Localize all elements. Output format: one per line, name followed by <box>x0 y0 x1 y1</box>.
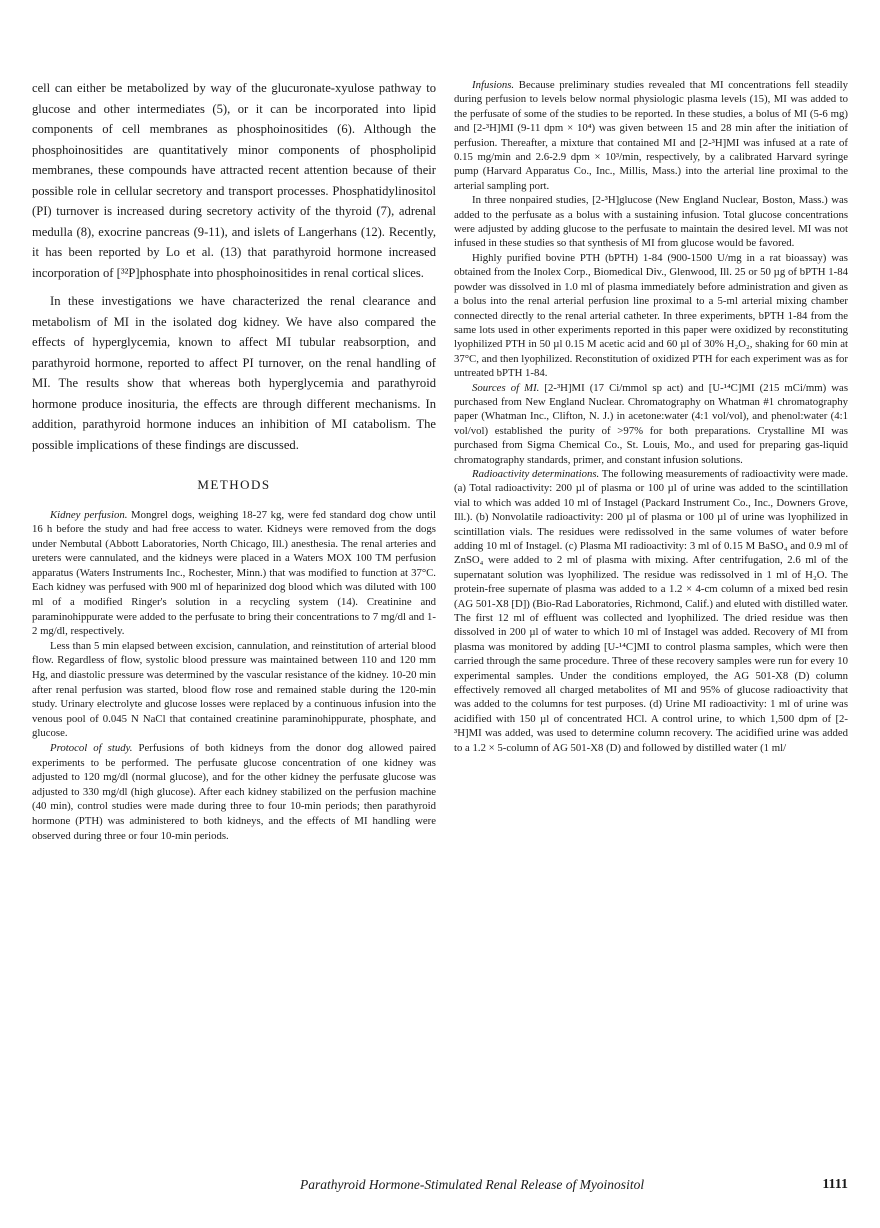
infusions-paragraph <box>454 78 848 193</box>
methods-heading: METHODS <box>197 477 271 492</box>
radioactivity-text: The following measurements of radioactivity were made. (a) Total radioactivity: 200 µl of plasma or 100 µl of urine was added to the scintillation vial to which was added 10 ml of Instagel (Packard Instrument Co., Inc., Downers Grove, Ill.). (b) Nonvolatile radioactivity: 200 µl of plasma or 100 µl of urine was lyophilized in scintillation vials. The residues were redissolved in the same volumes of water before adding 10 ml of Instagel. (c) Plasma MI radioactivity: 3 ml of 0.15 M BaSO₄ and 0.9 ml of ZnSO₄ were added to 2 ml of plasma with mixing. After centrifugation, 2.6 ml of the supernatant solution was lyophilized. The residue was redissolved in 1 ml of H₂O. The protein-free supernate of plasma was added to a 1.2 × 4-cm column of a mixed bed resin (AG 501-X8 [D]) (Bio-Rad Laboratories, Richmond, Calif.) and eluted with distilled water. The first 12 ml of effluent was collected and lyophilized. The dried residue was then dissolved in 200 µl of water to which 10 ml of Instagel was added. Recovery of MI from plasma was monitored by adding [U-¹⁴C]MI to control plasma samples, which were then carried through the same procedure. Three of these recovery samples were run for every 10 experimental samples. Under the conditions employed, the AG 501-X8 (D) column effectively removed all charged metabolites of MI and 95% of glucose radioactivity that was added to the columns for test purposes. (d) Urine MI radioactivity: 1 ml of urine was acidified with 150 µl of concentrated HCl. A control urine, to which 1,500 dpm of [2-³H]MI was added, was used to determine column recovery. The acidified urine was added to a 1.2 × 5-column of AG 501-X8 (D) and followed by distilled water (1 ml/ <box>454 467 849 754</box>
kidney-perfusion-text: Mongrel dogs, weighing 18-27 kg, were fed standard dog chow until 16 h before the study and had free access to water. Kidneys were removed from the dogs under Nembutal (Abbott Laboratories, North Chicago, Ill.) anesthesia. The renal arteries and ureters were cannulated, and the kidneys were placed in a Waters MOX 100 TM perfusion apparatus (Waters Instruments Inc., Rochester, Minn.) that was modified to function at 37°C. Each kidney was perfused with 900 ml of heparinized dog blood which was diluted with 100 ml of a modified Ringer's solution in a recycling system (14). Creatinine and paraminohippurate were added to the perfusate to bring their concentrations to 7 mg/dl and 1-2 mg/dl, respectively. <box>32 508 437 638</box>
sources-text: [2-³H]MI (17 Ci/mmol sp act) and [U-¹⁴C]MI (215 mCi/mm) was purchased from New England Nuclear. Chromatography on Whatman #1 chromatography paper (Whatman Inc., Clifton, N. J.) in acetone:water (4:1 vol/vol), and phenol:water (4:1 vol/vol) established the purity of >97% for both preparations. Crystalline MI was purchased from Sigma Chemical Co., St. Louis, Mo., and used for preparing gas-liquid chromatography standards, primer, and constant infusion solutions. <box>454 381 848 466</box>
sources-runin: Sources of MI. <box>472 381 540 394</box>
sources-paragraph <box>454 381 848 467</box>
right-column <box>454 78 848 755</box>
kidney-perfusion-runin: Kidney perfusion. <box>50 508 128 521</box>
bpth-paragraph: Highly purified bovine PTH (bPTH) 1-84 (900-1500 U/mg in a rat bioassay) was obtained from the Inolex Corp., Biomedical Div., Glenwood, Ill. 25 or 50 µg of bPTH 1-84 powder was dissolved in 1.0 ml of plasma immediately before administration and given as a bolus into the renal arterial perfusion line proximal to a 5-ml arterial mixing chamber connected directly to the renal arterial catheter. In three experiments, bPTH 1-84 from the same lots used in other experiments reported in this paper were oxidized by reconstituting lyophilized PTH in 50 µl 0.15 M acetic acid and 60 µl of 30% H₂O₂, shaking for 60 min at 37°C, and then lyophilized. Reconstitution of oxidized PTH for each experiment was as for untreated bPTH 1-84. <box>454 251 848 380</box>
running-title: Parathyroid Hormone-Stimulated Renal Release of Myoinositol <box>300 1177 645 1192</box>
nonpaired-paragraph: In three nonpaired studies, [2-³H]glucose (New England Nuclear, Boston, Mass.) was added to the perfusate as a bolus with a sustaining infusion. Total glucose concentrations were adjusted by adding glucose to the perfusate to maintain the desired level. MI was not infused in these studies so that synthesis of MI from glucose would be favored. <box>454 194 848 250</box>
radioactivity-paragraph <box>454 467 848 755</box>
protocol-text: Perfusions of both kidneys from the donor dog allowed paired experiments to be performed. The perfusate glucose concentration of one kidney was adjusted to 120 mg/dl (normal glucose), and for the other kidney the perfusate glucose was adjusted to 330 mg/dl (high glucose). After each kidney stabilized on the perfusion machine (40 min), control studies were made during three to four 10-min periods; then parathyroid hormone (PTH) was administered to both kidneys, and the effects of MI handling were observed during three or four 10-min periods. <box>32 742 436 842</box>
kidney-perfusion-paragraph <box>32 508 436 639</box>
protocol-runin: Protocol of study. <box>50 742 133 754</box>
protocol-paragraph <box>32 741 436 843</box>
excision-paragraph: Less than 5 min elapsed between excision, cannulation, and reinstitution of arterial blood flow. Regardless of flow, systolic blood pressure was maintained between 110 and 120 mm Hg, and diastolic pressure was determined by the vascular resistance of the kidney. 10-20 min after renal perfusion was started, blood flow rose and remained stable during the 120-min study. Urinary electrolyte and glucose losses were replaced by a continuous infusion into the venous pool of 0.045 N NaCl that contained creatinine paraminohippurate, phosphate, and glucose. <box>32 639 436 740</box>
intro-paragraph-continued: cell can either be metabolized by way of the glucuronate-xyulose pathway to glucose and other intermediates (5), or it can be incorporated into lipid components of cell membranes as phosphoinositides (6). Although the phosphoinositides are quantitatively minor components of phospholipid membranes, these compounds have attracted recent attention because of their possible role in cellular secretory and transport processes. Phosphatidylinositol (PI) turnover is increased during secretory activity of the thyroid (7), adrenal medulla (8), exocrine pancreas (9-11), and islets of Langerhans (12). Recently, it has been reported by Lo et al. (13) that parathyroid hormone increased incorporation of [³²P]phosphate into phosphoinositides in renal cortical slices. <box>32 81 436 280</box>
page-number: 1111 <box>822 1177 848 1192</box>
radioactivity-runin: Radioactivity determinations. <box>472 467 600 480</box>
page-footer <box>300 1177 848 1195</box>
infusions-text: Because preliminary studies revealed that MI concentrations fell steadily during perfusion to levels below normal physiologic plasma levels (15), MI was added to the perfusate of some of the studies to be reported. In these studies, a bolus of MI (5-6 mg) and [2-³H]MI (9-11 dpm × 10⁴) was given between 15 and 28 min after the initiation of perfusion. Thereafter, a mixture that contained MI and [2-³H]MI was infused at a rate of 0.15 mg/min and 2.6-2.9 dpm × 10³/min, respectively, by a calibrated Harvard syringe pump (Harvard Apparatus Co., Inc., Millis, Mass.) into the arterial line proximal to the arterial sampling port. <box>454 79 848 192</box>
intro-paragraph-investigations: In these investigations we have characterized the renal clearance and metabolism of MI in the isolated dog kidney. We have also compared the effects of hyperglycemia, known to affect MI tubular reabsorption, and parathyroid hormone, reported to affect PI turnover, on the renal handling of MI. The results show that whereas both hyperglycemia and parathyroid hormone produce inosituria, the effects are through different mechanisms. In addition, parathyroid hormone induces an inhibition of MI catabolism. The possible implications of these findings are discussed. <box>32 294 436 452</box>
infusions-runin: Infusions. <box>472 79 515 91</box>
left-column <box>32 78 436 843</box>
